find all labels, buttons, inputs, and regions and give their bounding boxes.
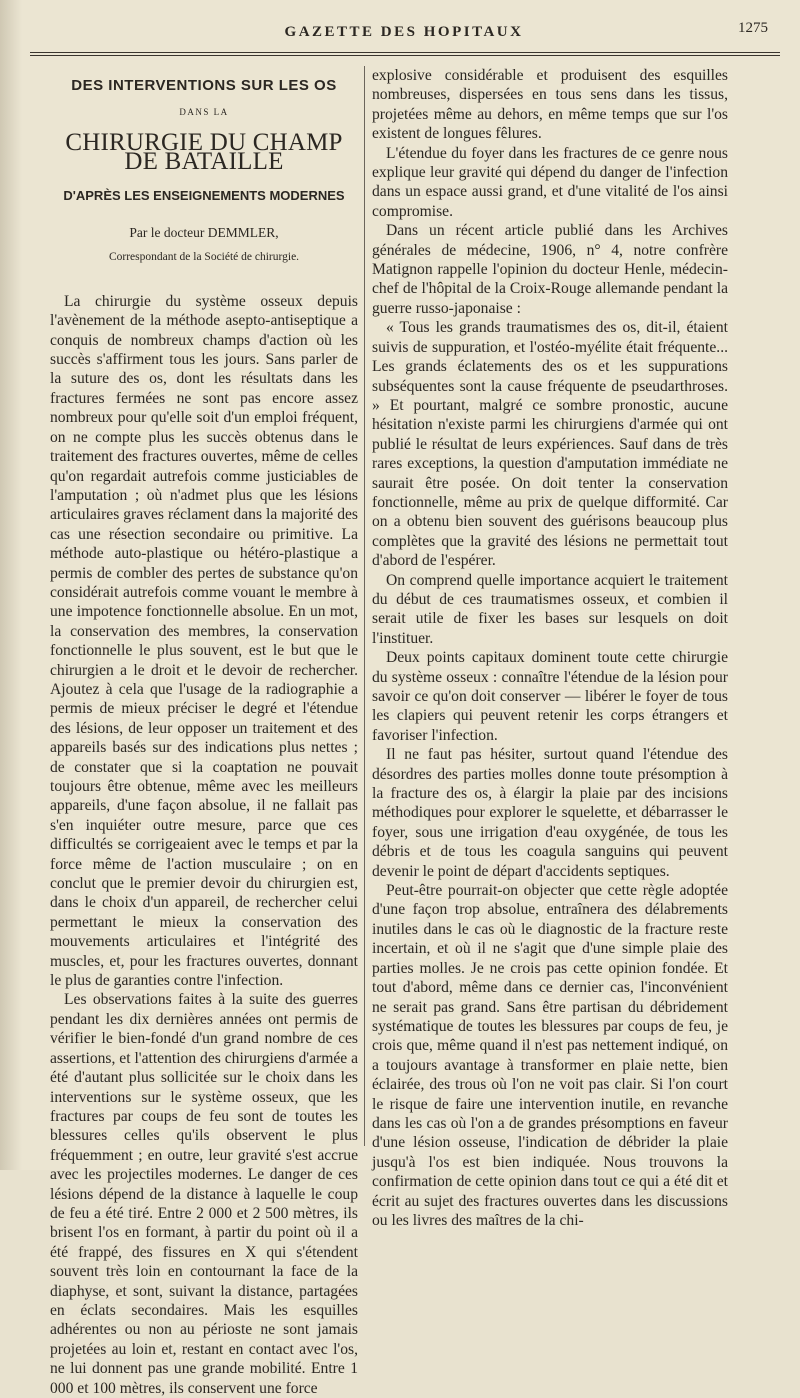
article-subtitle: D'APRÈS LES ENSEIGNEMENTS MODERNES xyxy=(63,187,345,203)
paragraph: On comprend quelle importance acquiert le traitement du début de ces traumatismes osseux, et combien il serait utile de fixer les bases sur lesquels on doit l'instituer. xyxy=(372,571,728,647)
column-divider xyxy=(364,66,365,1146)
journal-title: GAZETTE DES HOPITAUX xyxy=(284,24,524,40)
left-column xyxy=(50,66,358,1398)
author-byline: Par le docteur DEMMLER, xyxy=(129,225,279,241)
paragraph: Les observations faites à la suite des guerres pendant les dix dernières années ont permis de vérifier le bien-fondé d'un grand nombre de ces assertions, et l'attention des chirurgiens d'armée a été d'autant plus sollicitée sur le choix dans les interventions sur le système osseux, que les fractures par coups de feu sont de toutes les blessures celles qu'ils observent le plus fréquemment ; en outre, leur gravité s'est accrue avec les projectiles modernes. Le danger de ces lésions dépend de la distance à laquelle le coup de feu a été tiré. Entre 2 000 et 2 500 mètres, ils brisent l'os en formant, à partir du point où il a été frappé, des fissures en X qui s'étendent souvent très loin en contournant la face de la diaphyse, et sont, suivant la distance, partagées en éclats secondaires. Mais les esquilles adhérentes ou non au périoste ne sont jamais projetées au loin et, restant en contact avec l'os, ne lui donnent pas une grande mobilité. Entre 1 000 et 100 mètres, ils conservent une force xyxy=(50,991,359,1397)
article-title-line2: DANS LA xyxy=(179,107,229,118)
paragraph: explosive considérable et produisent des esquilles nombreuses, dispersées en tous sens dans les tissus, projetées même au dehors, en même temps que sur l'os existent de longues fêlures. xyxy=(372,67,728,143)
page-number: 1275 xyxy=(738,20,768,36)
article-title-main: CHIRURGIE DU CHAMP DE BATAILLE xyxy=(65,128,343,176)
paragraph: L'étendue du foyer dans les fractures de ce genre nous explique leur gravité qui dépend du danger de l'infection dans un espace aussi grand, et d'une vitalité de l'os ainsi compromise. xyxy=(372,144,728,220)
paragraph: Peut-être pourrait-on objecter que cette règle adoptée d'une façon trop absolue, entraînera des délabrements inutiles dans le cas où le diagnostic de la fracture reste incertain, et où il ne s'agit que d'une simple plaie des parties molles. Je ne crois pas cette opinion fondée. Et tout d'abord, même dans ce dernier cas, l'inconvénient ne serait pas grand. Sans être partisan du débridement systématique de toutes les blessures par coups de feu, je crois que, même quand il n'est pas nettement indiqué, on a toujours avantage à transformer en plaie nette, bien éclairée, des trous où l'on ne voit pas clair. Si l'on court le risque de faire une intervention inutile, en revanche dans les cas où l'on a de grandes présomptions en faveur d'une lésion osseuse, l'indication de débrider la plaie jusqu'à l'os est bien indiquée. Nous trouvons la confirmation de cette opinion dans tout ce qui a été dit et écrit au sujet des fractures ouvertes dans les discussions ou les livres des maîtres de la chi- xyxy=(372,882,728,1229)
paragraph: Deux points capitaux dominent toute cette chirurgie du système osseux : connaître l'étendue de la lésion pour savoir ce qu'on doit conserver — libérer le foyer de tous les clapiers qui peuvent retenir les corps étrangers et favoriser l'infection. xyxy=(372,649,728,744)
author-affiliation: Correspondant de la Société de chirurgie. xyxy=(108,251,300,264)
article-heading xyxy=(50,76,358,268)
running-header xyxy=(28,18,780,48)
paragraph: La chirurgie du système osseux depuis l'avènement de la méthode asepto-antiseptique a conquis de nombreux champs d'action où les succès s'affirment tous les jours. Sans parler de la suture des os, dont les résultats dans les fractures fermées ne sont pas encore assez nombreux pour qu'elle soit d'un emploi fréquent, on ne compte plus les succès obtenus dans le traitement des fractures ouvertes, même de celles qu'on regardait autrefois comme justiciables de l'amputation ; où n'admet plus que les lésions articulaires graves réclament dans la majorité des cas une résection secondaire ou primitive. La méthode auto-plastique ou hétéro-plastique a permis de combler des pertes de substance qu'on considérait autrefois comme vouant le membre à une impotence fonctionnelle absolue. En un mot, la conservation des membres, la conservation fonctionnelle le plus souvent, est le but que le chirurgien a le droit et le devoir de rechercher. Ajoutez à cela que l'usage de la radiographie a permis de mieux préciser le degré et l'étendue des lésions, de leur opposer un traitement et des appareils basés sur des indications plus nettes ; de constater que si la coaptation ne pouvait toujours être obtenue, même avec les meilleurs appareils, d'une façon absolue, il ne fallait pas s'en inquiéter outre mesure, parce que ces difficultés se corrigeaient avec le temps et par la force même de l'action musculaire ; on en conclut que le premier devoir du chirurgien est, dans le choix d'un appareil, de rechercher celui permettant le mieux la conservation des mouvements articulaires et l'intégrité des muscles, et, pour les fractures ouvertes, donnant le plus de garanties contre l'infection. xyxy=(50,292,358,990)
paragraph: Il ne faut pas hésiter, surtout quand l'étendue des désordres des parties molles donne toute présomption à la fracture des os, à élargir la plaie par des incisions méthodiques pour explorer le squelette, et débarrasser le foyer, sous une irrigation d'eau oxygénée, de tous les débris et de tous les coagula sanguins qui peuvent devenir le point de départ d'accidents septiques. xyxy=(372,746,728,880)
article-title-line1: DES INTERVENTIONS SUR LES OS xyxy=(71,77,337,94)
header-rule xyxy=(30,52,780,56)
right-column xyxy=(372,66,728,1230)
paragraph: « Tous les grands traumatismes des os, dit-il, étaient suivis de suppuration, et l'ostéo-myélite était fréquente... Les grands éclatements des os et les suppurations subséquentes sont la cause fréquente de pseudarthroses. » Et pourtant, malgré ce sombre pronostic, aucune hésitation n'existe parmi les chirurgiens d'armée qui ont publié le résultat de leurs expériences. Sauf dans de très rares exceptions, la question d'amputation immédiate ne saurait être posée. On doit tenter la conservation fonctionnelle, même au prix de quelque difformité. Car on a obtenu bien souvent des guérisons beaucoup plus complètes que la gravité des lésions ne permettait tout d'abord de l'espérer. xyxy=(372,319,728,570)
paragraph: Dans un récent article publié dans les Archives générales de médecine, 1906, n° 4, notre confrère Matignon rappelle l'opinion du docteur Henle, médecin-chef de l'hôpital de la Croix-Rouge allemande pendant la guerre russo-japonaise : xyxy=(372,222,728,317)
page-edge-shadow xyxy=(0,0,22,1170)
